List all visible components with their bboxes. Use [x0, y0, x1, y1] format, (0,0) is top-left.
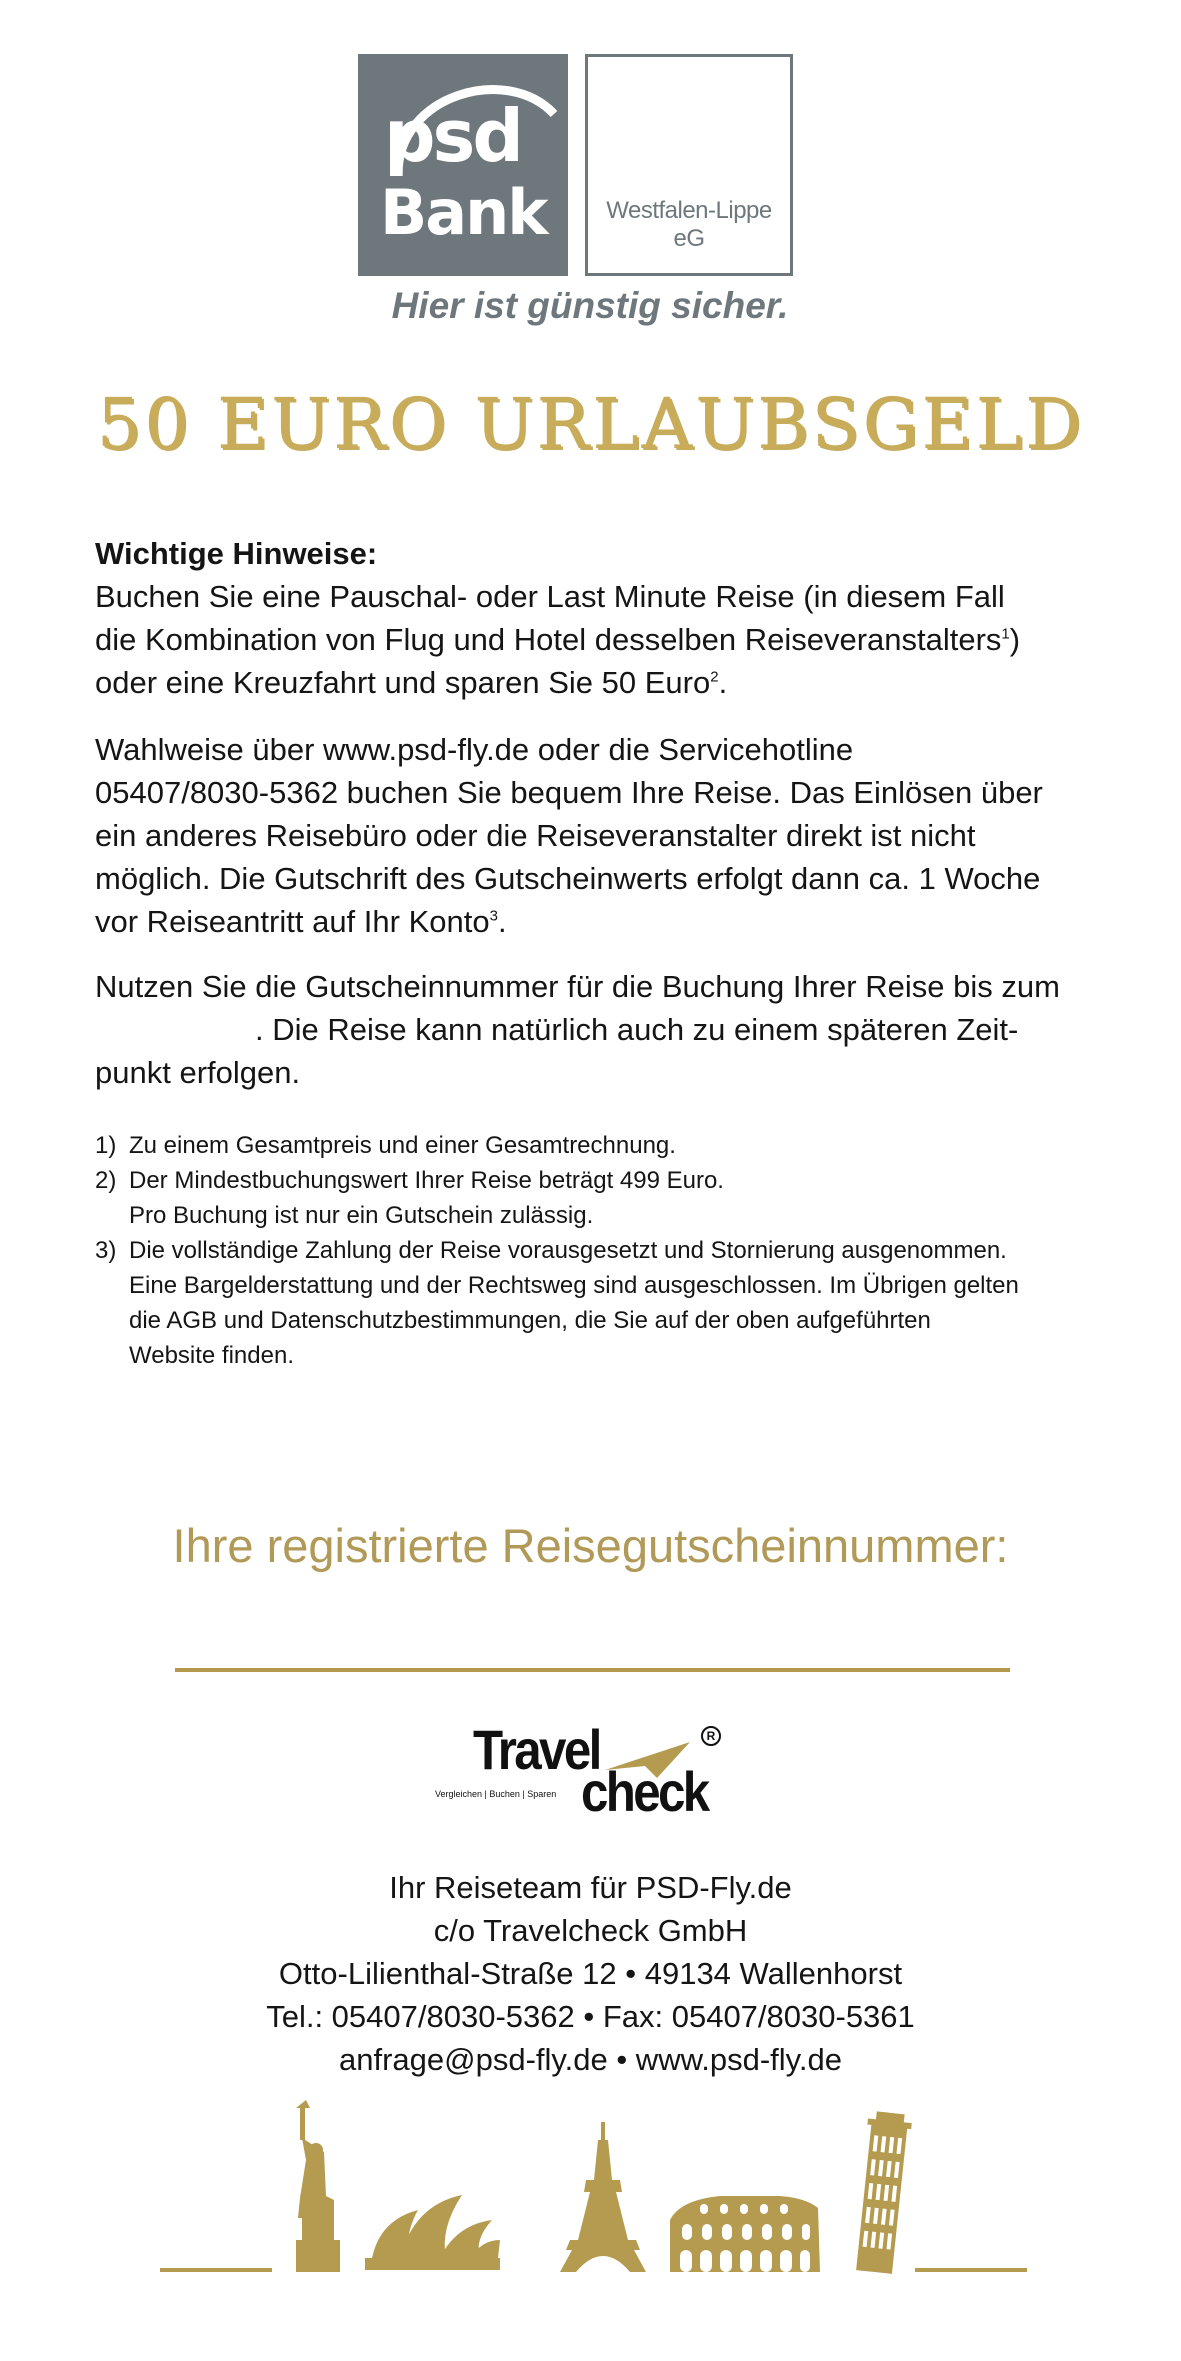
psd-bank-logo	[358, 54, 568, 276]
baseline-right	[915, 2268, 1027, 2272]
logo-region-text: Westfalen-Lippe eG	[606, 197, 772, 252]
para3-line-3: punkt erfolgen.	[95, 1055, 301, 1090]
notice-line-3	[95, 661, 1135, 704]
notice-line-2-end: )	[1009, 622, 1021, 657]
footnote-item	[95, 1128, 1145, 1163]
footnote-line: Pro Buchung ist nur ein Gutschein zulässig.	[129, 1202, 594, 1229]
para3-line-2	[95, 1008, 1135, 1051]
registered-trademark-icon: R	[701, 1726, 721, 1746]
sydney-opera-house-icon	[365, 2195, 500, 2270]
footnotes	[95, 1128, 1145, 1373]
notice-paragraph-2	[95, 728, 1135, 943]
eiffel-tower-icon	[560, 2122, 646, 2272]
footnote-ref-3: 3	[489, 907, 498, 925]
address-line: Otto-Lilienthal-Straße 12 • 49134 Wallenhorst	[278, 1956, 903, 1991]
page-title-text: 50 EURO URLAUBSGELD	[96, 383, 1085, 465]
footnote-item	[95, 1233, 1145, 1373]
notice-line-2-text: die Kombination von Flug und Hotel desselben Reiseveranstalters	[95, 622, 1002, 657]
address-line: Ihr Reiseteam für PSD-Fly.de	[389, 1870, 792, 1905]
logo-tagline: Hier ist günstig sicher.	[391, 285, 789, 326]
footnote-line: die AGB und Datenschutzbestimmungen, die Sie auf der oben aufgeführten	[129, 1307, 931, 1334]
para3-line-1: Nutzen Sie die Gutscheinnummer für die Buchung Ihrer Reise bis zum	[95, 969, 1060, 1004]
leaning-tower-of-pisa-icon	[852, 2111, 912, 2275]
notice-paragraph-3	[95, 965, 1135, 1094]
voucher-number-label: Ihre registrierte Reisegutscheinnummer:	[172, 1519, 1009, 1572]
notice-line-1: Buchen Sie eine Pauschal- oder Last Minute Reise (in diesem Fall	[95, 579, 1005, 614]
travelcheck-subline: Vergleichen | Buchen | Sparen	[435, 1789, 557, 1799]
logo-region-box	[585, 54, 793, 276]
para3-line-2-text: . Die Reise kann natürlich auch zu einem späteren Zeit-	[255, 1012, 1019, 1047]
address-line: Tel.: 05407/8030-5362 • Fax: 05407/8030-5361	[266, 1999, 915, 2034]
voucher-number-line	[175, 1668, 1010, 1672]
notice-paragraph-1	[95, 532, 1135, 704]
travelcheck-travel-text: Travel	[473, 1718, 600, 1781]
footnote-line: Zu einem Gesamtpreis und einer Gesamtrechnung.	[129, 1132, 676, 1159]
colosseum-icon	[670, 2196, 820, 2272]
notice-line-3-end: .	[718, 665, 728, 700]
logo-bank-text: Bank	[380, 176, 547, 249]
footnote-number: 1)	[95, 1132, 117, 1159]
notice-heading: Wichtige Hinweise:	[95, 536, 378, 571]
footnote-item	[95, 1163, 1145, 1233]
footnote-line: Eine Bargelderstattung und der Rechtsweg sind ausgeschlossen. Im Übrigen gelten	[129, 1272, 1019, 1299]
para2-last-end: .	[497, 904, 507, 939]
para2-last-line	[95, 900, 1135, 943]
travelcheck-logo	[435, 1718, 735, 1823]
footnote-ref-2: 2	[710, 668, 719, 686]
logo-psd-text: psd	[384, 94, 521, 178]
baseline-left	[160, 2268, 272, 2272]
contact-address	[0, 1866, 1181, 2081]
address-line: anfrage@psd-fly.de • www.psd-fly.de	[339, 2042, 842, 2077]
notice-line-3-text: oder eine Kreuzfahrt und sparen Sie 50 Euro	[95, 665, 711, 700]
footnote-line: Der Mindestbuchungswert Ihrer Reise beträgt 499 Euro.	[129, 1167, 724, 1194]
footnote-line: Website finden.	[129, 1342, 294, 1369]
statue-of-liberty-icon	[296, 2100, 340, 2272]
footnote-ref-1: 1	[1001, 625, 1010, 643]
para2-line: ein anderes Reisebüro oder die Reiseveranstalter direkt ist nicht	[95, 818, 976, 853]
para2-line: 05407/8030-5362 buchen Sie bequem Ihre Reise. Das Einlösen über	[95, 775, 1043, 810]
footnote-number: 2)	[95, 1167, 117, 1194]
para2-line: möglich. Die Gutschrift des Gutscheinwerts erfolgt dann ca. 1 Woche	[95, 861, 1041, 896]
notice-line-2	[95, 618, 1135, 661]
landmarks-illustration	[0, 2100, 1181, 2300]
para2-last-text: vor Reiseantritt auf Ihr Konto	[95, 904, 490, 939]
para2-line: Wahlweise über www.psd-fly.de oder die Servicehotline	[95, 732, 854, 767]
address-line: c/o Travelcheck GmbH	[433, 1913, 748, 1948]
travelcheck-check-text: check	[581, 1760, 708, 1823]
page-title	[0, 383, 1181, 465]
footnote-number: 3)	[95, 1237, 117, 1264]
footnote-line: Die vollständige Zahlung der Reise vorausgesetzt und Stornierung ausgenommen.	[129, 1237, 1007, 1264]
